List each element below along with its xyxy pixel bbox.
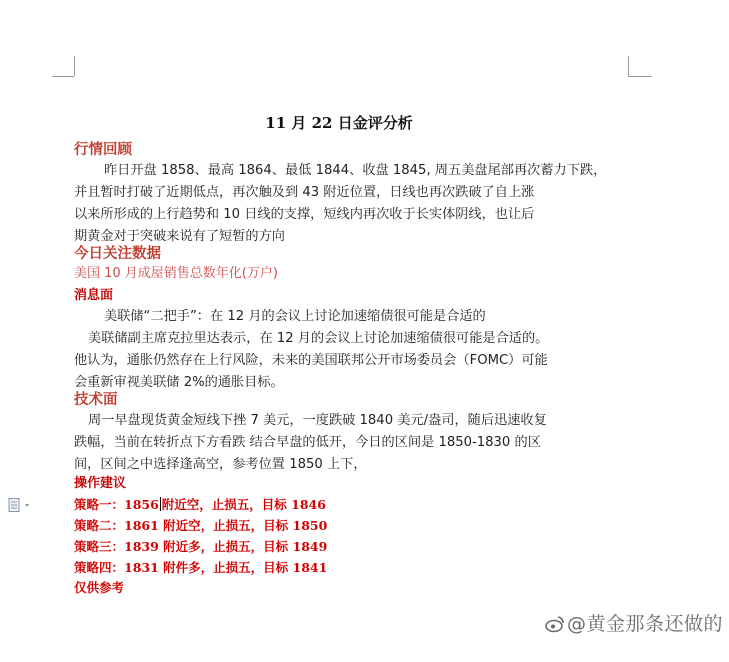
heading-today-data: 今日关注数据 [74, 245, 161, 262]
crop-mark-top-right-h [628, 76, 652, 77]
paragraph-line: 并且暂时打破了近期低点，再次触及到 43 附近位置，日线也再次跌破了自上涨 [74, 185, 535, 200]
heading-market-review: 行情回顾 [74, 141, 132, 158]
text-cursor [160, 497, 161, 511]
heading-advice: 操作建议 [74, 476, 127, 491]
crop-mark-top-left-h [52, 76, 74, 77]
today-data-item: 美国 10 月成屋销售总数年化(万户) [74, 266, 278, 281]
paragraph-line: 昨日开盘 1858、最高 1864、最低 1844、收盘 1845, 周五美盘尾部再次蓄力下跌， [104, 163, 607, 178]
paragraph-line: 跌幅，当前在转折点下方看跌 结合早盘的低开，今日的区间是 1850-1830 的区 [74, 435, 541, 450]
paragraph-line: 会重新审视美联储 2%的通胀目标。 [74, 375, 284, 390]
document-title: 11 月 22 日金评分析 [265, 114, 413, 132]
reference-only-note: 仅供参考 [74, 580, 125, 595]
crop-mark-top-right-v [628, 56, 629, 76]
paragraph-line: 间，区间之中选择逢高空，参考位置 1850 上下， [74, 457, 367, 472]
strategy-1 [74, 495, 326, 515]
heading-technical: 技术面 [74, 391, 118, 408]
strategy-4: 策略四：1831 附件多，止损五，目标 1841 [74, 560, 328, 575]
document-icon[interactable] [8, 497, 34, 511]
paragraph-line: 他认为，通胀仍然存在上行风险，未来的美国联邦公开市场委员会（FOMC）可能 [74, 353, 548, 368]
watermark-text: @黄金那条还做的 [566, 613, 723, 635]
paragraph-line: 周一早盘现货黄金短线下挫 7 美元，一度跌破 1840 美元/盎司，随后迅速收复 [88, 413, 547, 428]
strategy-1-prefix: 策略一：1856 [74, 497, 159, 512]
market-review-paragraph [74, 160, 630, 248]
weibo-logo-icon [545, 615, 565, 633]
paragraph-line: 期黄金对于突破来说有了短暂的方向 [74, 229, 285, 244]
paragraph-line: 以来所形成的上行趋势和 10 日线的支撑，短线内再次收于长实体阴线，也让后 [74, 207, 535, 222]
strategy-2: 策略二：1861 附近空，止损五，目标 1850 [74, 518, 328, 533]
watermark [545, 609, 723, 636]
technical-paragraph [74, 410, 630, 476]
paragraph-line: 美联储副主席克拉里达表示，在 12 月的会议上讨论加速缩债很可能是合适的。 [88, 331, 549, 346]
paragraph-line: 美联储“二把手”：在 12 月的会议上讨论加速缩债很可能是合适的 [104, 309, 486, 324]
strategy-1-suffix: 附近空，止损五，目标 1846 [161, 497, 326, 512]
heading-news: 消息面 [74, 288, 114, 303]
crop-mark-top-left-v [74, 56, 75, 76]
strategy-3: 策略三：1839 附近多，止损五，目标 1849 [74, 539, 328, 554]
news-paragraph [74, 306, 630, 394]
